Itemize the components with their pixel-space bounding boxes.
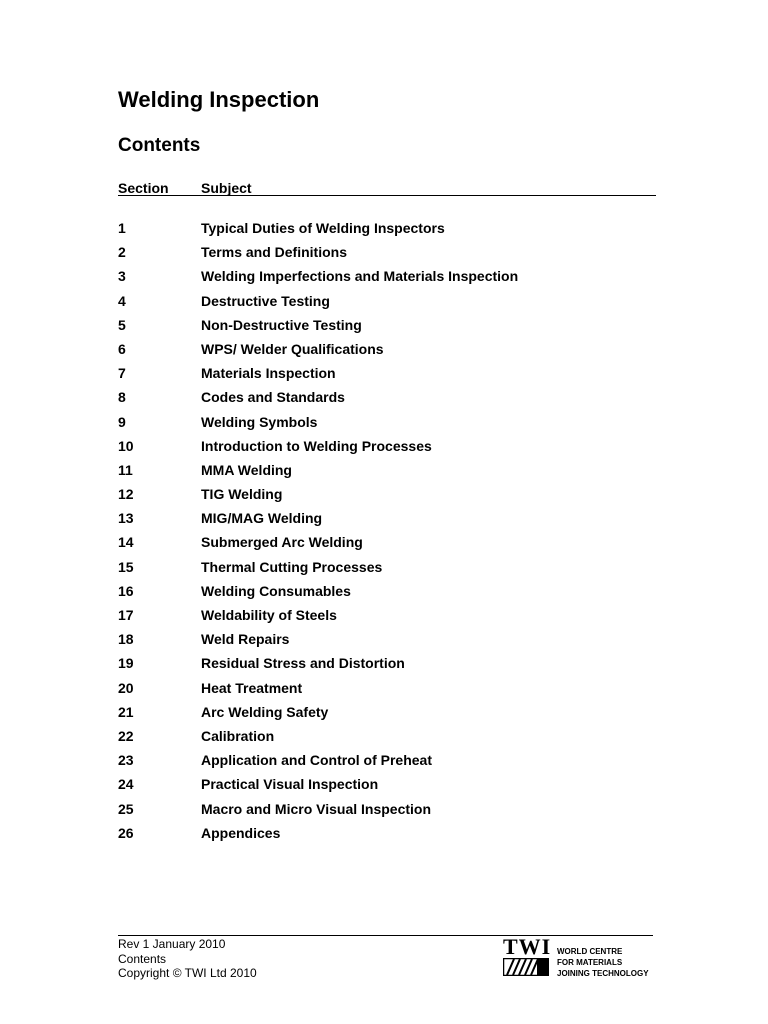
toc-section-number: 2 [118,244,126,261]
toc-subject: Calibration [201,727,275,744]
toc-row [118,436,656,460]
toc-row [118,387,656,411]
toc-section-number: 10 [118,437,134,454]
twi-logo-icon [503,958,549,976]
toc-subject: MMA Welding [201,461,292,478]
toc-row [118,750,656,774]
toc-subject: Arc Welding Safety [201,703,329,720]
toc-section-number: 1 [118,220,126,236]
toc-subject: Heat Treatment [201,679,303,696]
footer-copyright: Copyright © TWI Ltd 2010 [118,966,257,980]
toc-section-number: 17 [118,607,134,623]
footer-revision: Rev 1 January 2010 [118,937,226,951]
tagline-line-1: WORLD CENTRE [557,947,623,956]
toc-row [118,726,656,750]
toc-row [118,557,656,581]
toc-row [118,266,656,290]
toc-row [118,291,656,315]
toc-section-number: 23 [118,752,134,769]
toc-subject: Materials Inspection [201,365,336,382]
toc-row [118,678,656,702]
tagline-line-2: FOR MATERIALS [557,958,623,967]
toc-section-number: 21 [118,703,134,720]
toc-section-number: 15 [118,558,134,575]
toc-row [118,774,656,798]
footer [118,937,257,981]
toc-section-number: 3 [118,268,126,285]
toc-section-number: 6 [118,340,126,357]
toc-row [118,629,656,653]
toc-subject: WPS/ Welder Qualifications [201,340,384,357]
toc-row [118,363,656,387]
toc-subject: Terms and Definitions [201,244,347,261]
toc-subject: Macro and Micro Visual Inspection [201,800,432,817]
toc-row [118,702,656,726]
toc-section-number: 11 [118,461,133,478]
toc-subject: Welding Symbols [201,413,318,430]
toc-row [118,339,656,363]
toc-subject: MIG/MAG Welding [201,510,323,527]
toc-subject: Welding Imperfections and Materials Inspection [201,268,519,285]
subject-column-header: Subject [201,180,252,196]
section-column-header: Section [118,180,169,196]
toc-section-number: 14 [118,534,134,551]
toc-subject: Thermal Cutting Processes [201,558,383,575]
toc-subject: Residual Stress and Distortion [201,655,405,672]
toc-subject: Submerged Arc Welding [201,534,363,551]
toc-row [118,218,656,242]
toc-row [118,581,656,605]
contents-heading: Contents [118,135,201,156]
toc-row [118,412,656,436]
toc-section-number: 8 [118,389,126,406]
toc-section-number: 25 [118,800,134,817]
toc-section-number: 5 [118,316,126,333]
toc-section-number: 7 [118,365,126,382]
toc-section-number: 18 [118,631,134,648]
toc-row [118,242,656,266]
toc-subject: TIG Welding [201,486,283,503]
toc-section-number: 16 [118,582,134,599]
toc-subject: Typical Duties of Welding Inspectors [201,220,445,236]
toc-section-number: 26 [118,824,134,841]
toc-section-number: 9 [118,413,126,430]
toc-section-number: 13 [118,510,134,527]
toc-row [118,508,656,532]
toc-row [118,823,656,847]
footer-divider [118,935,653,936]
document-title: Welding Inspection [118,87,320,112]
toc-section-number: 24 [118,776,134,793]
toc-section-number: 12 [118,486,134,503]
toc-subject: Codes and Standards [201,389,345,406]
toc-subject: Weld Repairs [201,631,290,648]
twi-wordmark: TWI [503,934,552,959]
toc-subject: Practical Visual Inspection [201,776,379,793]
toc-row [118,532,656,556]
toc-row [118,484,656,508]
twi-logo [503,934,555,979]
footer-section-name: Contents [118,951,167,966]
toc-subject: Application and Control of Preheat [201,752,433,769]
toc-subject: Destructive Testing [201,292,330,309]
header-divider [118,195,656,196]
toc-subject: Introduction to Welding Processes [201,437,432,454]
toc-section-number: 20 [118,679,134,696]
toc-section-number: 4 [118,292,126,309]
toc-subject: Appendices [201,824,281,841]
twi-tagline [557,946,649,979]
toc-subject: Non-Destructive Testing [201,316,362,333]
toc-row [118,799,656,823]
toc-row [118,653,656,677]
table-of-contents [118,218,656,847]
toc-subject: Weldability of Steels [201,607,337,623]
tagline-line-3: JOINING TECHNOLOGY [557,969,649,978]
toc-section-number: 22 [118,727,134,744]
toc-row [118,605,656,629]
toc-row [118,315,656,339]
toc-subject: Welding Consumables [201,582,351,599]
toc-section-number: 19 [118,655,134,672]
toc-row [118,460,656,484]
